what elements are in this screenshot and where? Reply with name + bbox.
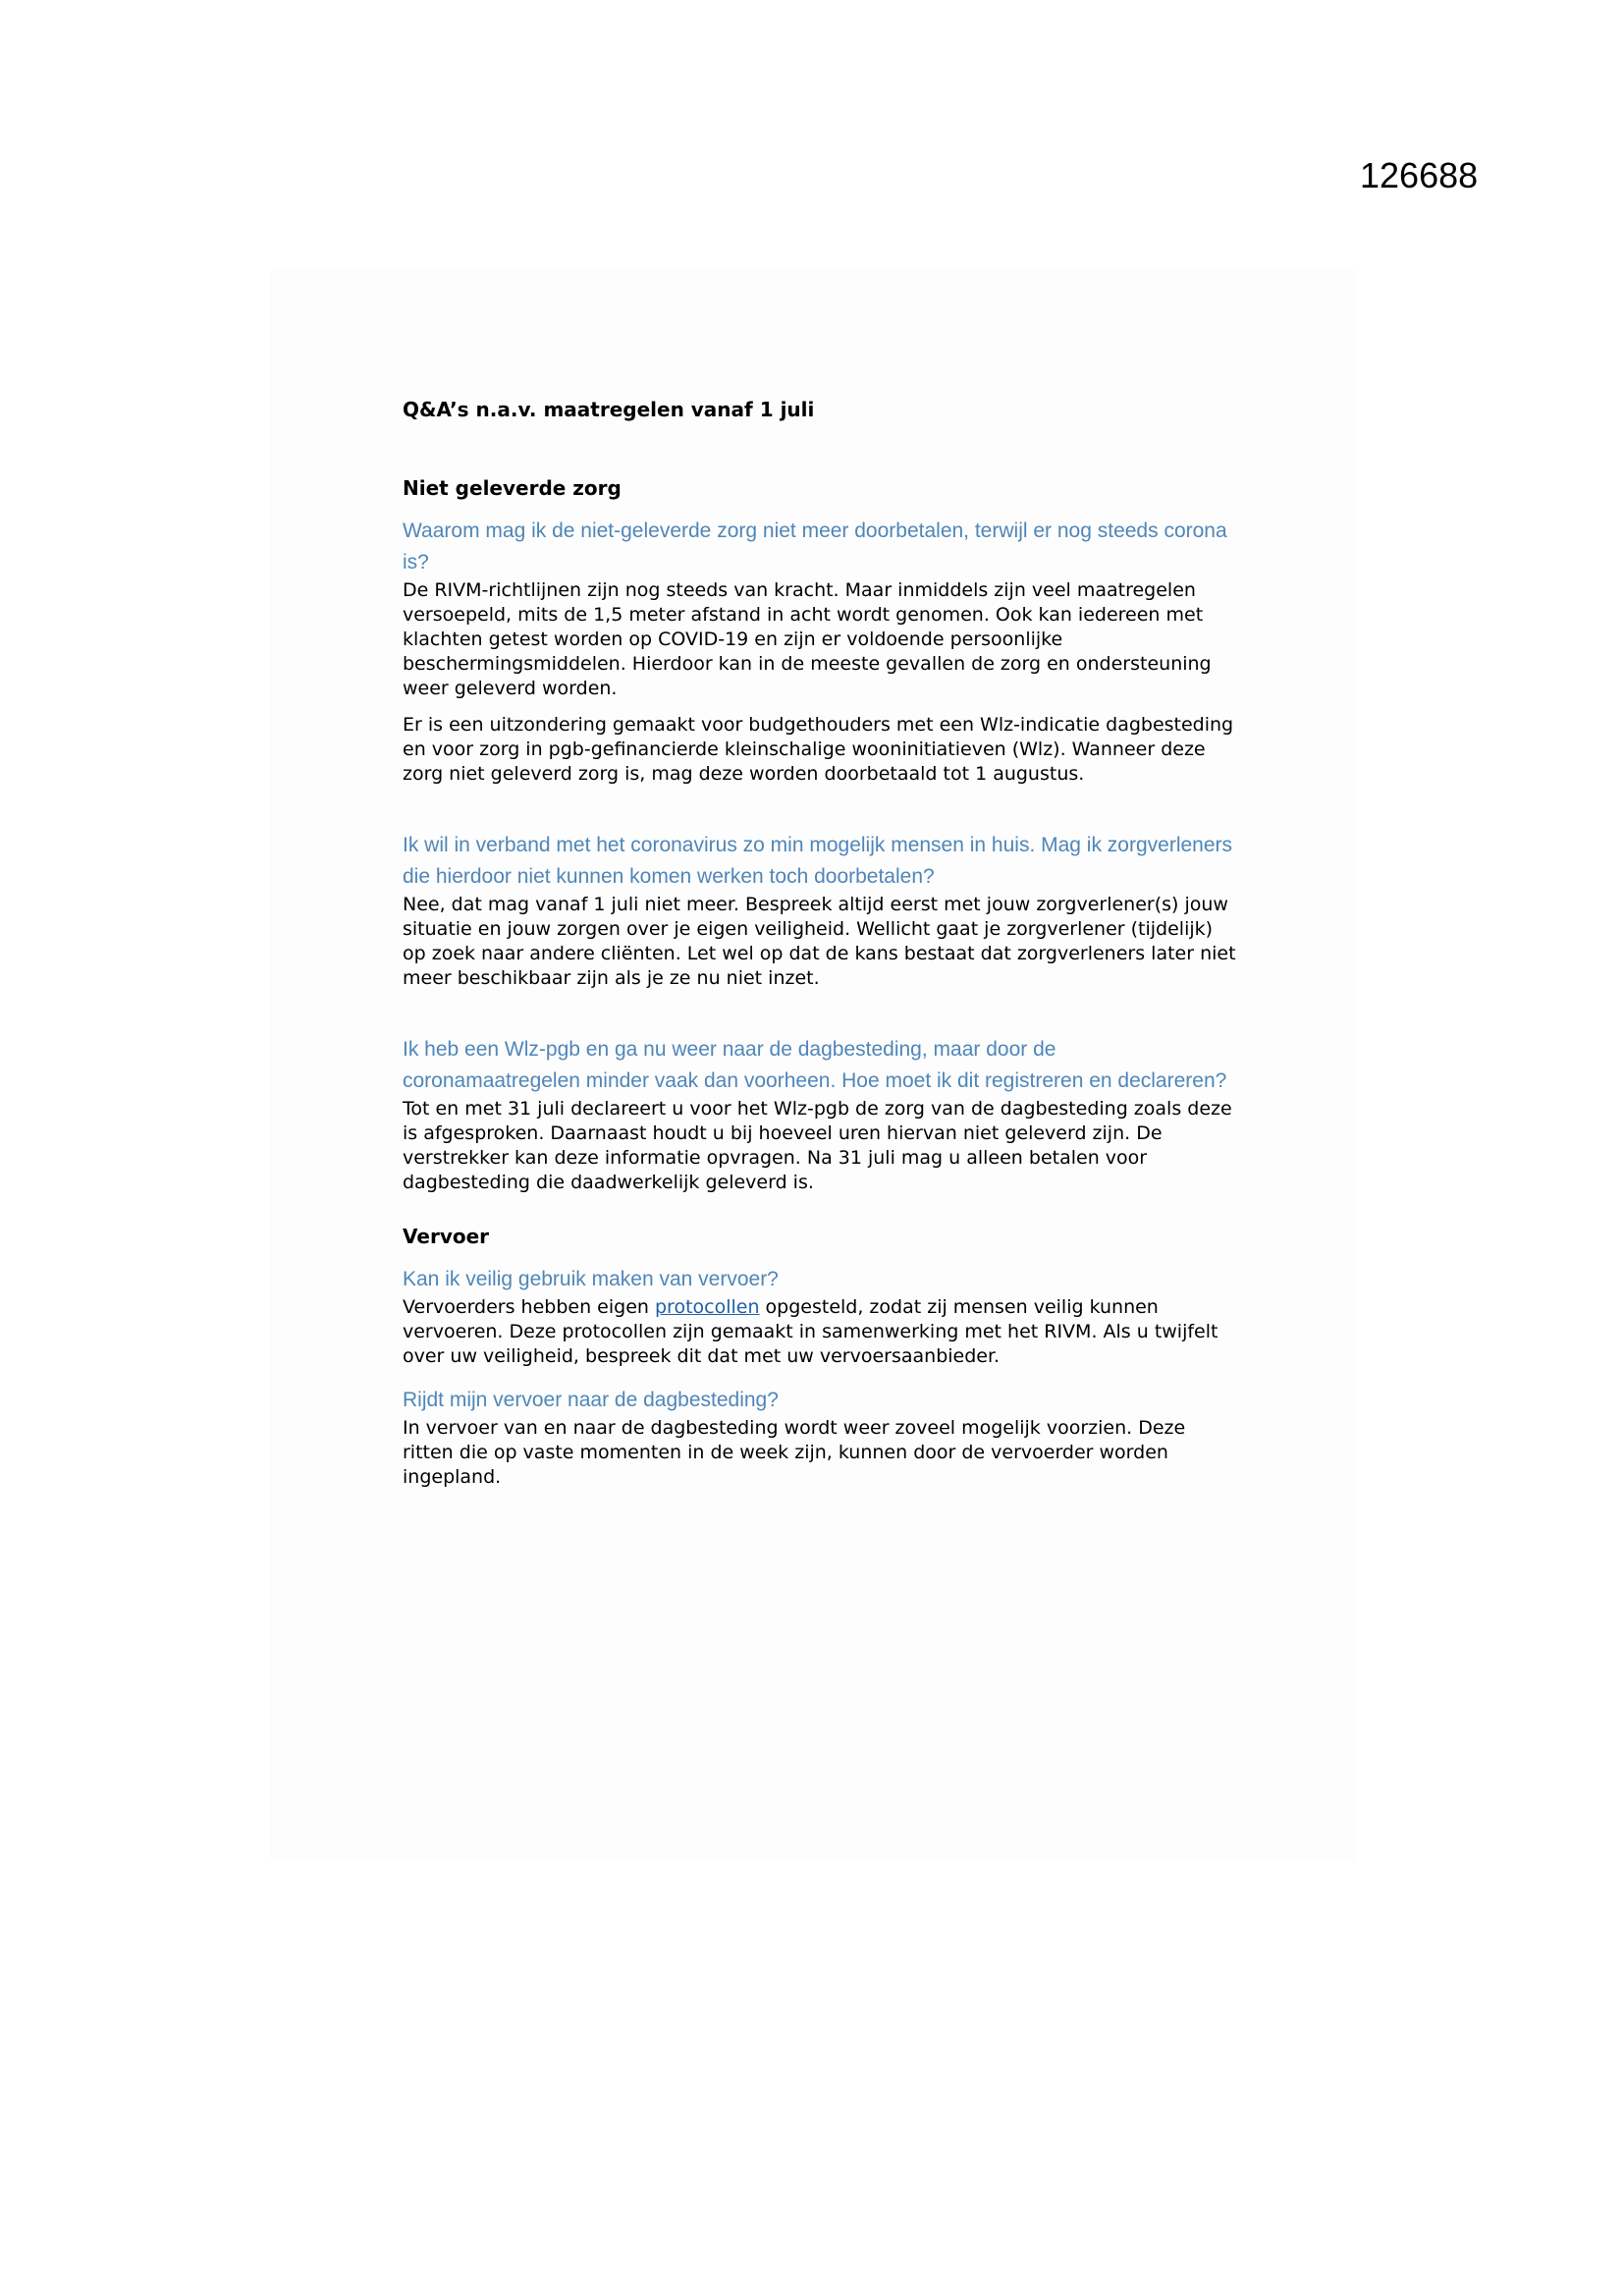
answer-paragraph: Er is een uitzondering gemaakt voor budgethouders met een Wlz-indicatie dagbesteding en voor zorg in pgb-gefinancierde kleinschalige wooninitiatieven (Wlz). Wanneer deze zorg niet geleverd zorg is, mag deze worden doorbetaald tot 1 augustus. — [403, 714, 1234, 785]
question: Ik heb een Wlz-pgb en ga nu weer naar de dagbesteding, maar door de coronamaatregelen minder vaak dan voorheen. Hoe moet ik dit registreren en declareren? — [403, 1038, 1227, 1092]
answer-paragraph — [403, 1295, 1237, 1369]
qa-item — [403, 830, 1237, 991]
qa-item — [403, 1264, 1237, 1369]
qa-item — [403, 1034, 1237, 1195]
answer-paragraph: In vervoer van en naar de dagbesteding wordt weer zoveel mogelijk voorzien. Deze ritten die op vaste momenten in de week zijn, kunnen door de vervoerder worden ingepland. — [403, 1417, 1186, 1488]
qa-item — [403, 1385, 1237, 1490]
qa-item — [403, 516, 1237, 787]
document-title: Q&A’s n.a.v. maatregelen vanaf 1 juli — [403, 398, 815, 421]
question: Kan ik veilig gebruik maken van vervoer? — [403, 1268, 779, 1290]
document-body — [403, 398, 1237, 1533]
protocollen-link[interactable]: protocollen — [654, 1296, 760, 1318]
question: Waarom mag ik de niet-geleverde zorg niet meer doorbetalen, terwijl er nog steeds corona is? — [403, 519, 1227, 574]
answer-text: opgesteld, zodat zij mensen veilig kunnen vervoeren. Deze protocollen zijn gemaakt in samenwerking met het RIVM. Als u twijfelt over uw veiligheid, bespreek dit dat met uw vervoersaanbieder. — [403, 1296, 1218, 1367]
answer-paragraph: Tot en met 31 juli declareert u voor het Wlz-pgb de zorg van de dagbesteding zoals deze is afgesproken. Daarnaast houdt u bij hoeveel uren hiervan niet geleverd zijn. De verstrekker kan deze informatie opvragen. Na 31 juli mag u alleen betalen voor dagbesteding die daadwerkelijk geleverd is. — [403, 1098, 1232, 1193]
document-number: 126688 — [1360, 155, 1479, 195]
section-heading: Vervoer — [403, 1225, 490, 1248]
answer-text: Vervoerders hebben eigen — [403, 1296, 655, 1318]
section-vervoer — [403, 1225, 1237, 1490]
answer-paragraph: Nee, dat mag vanaf 1 juli niet meer. Bespreek altijd eerst met jouw zorgverlener(s) jouw situatie en jouw zorgen over je eigen veiligheid. Wellicht gaat je zorgverlener (tijdelijk) op zoek naar andere cliënten. Let wel op dat de kans bestaat dat zorgverleners later niet meer beschikbaar zijn als je ze nu niet inzet. — [403, 894, 1236, 989]
question: Rijdt mijn vervoer naar de dagbesteding? — [403, 1389, 779, 1411]
question: Ik wil in verband met het coronavirus zo min mogelijk mensen in huis. Mag ik zorgverleners die hierdoor niet kunnen komen werken toch doorbetalen? — [403, 834, 1233, 888]
answer-paragraph: De RIVM-richtlijnen zijn nog steeds van kracht. Maar inmiddels zijn veel maatregelen versoepeld, mits de 1,5 meter afstand in acht wordt genomen. Ook kan iedereen met klachten getest worden op COVID-19 en zijn er voldoende persoonlijke beschermingsmiddelen. Hierdoor kan in de meeste gevallen de zorg en ondersteuning weer geleverd worden. — [403, 579, 1212, 699]
section-heading: Niet geleverde zorg — [403, 476, 622, 500]
section-niet-geleverde-zorg — [403, 476, 1237, 1195]
